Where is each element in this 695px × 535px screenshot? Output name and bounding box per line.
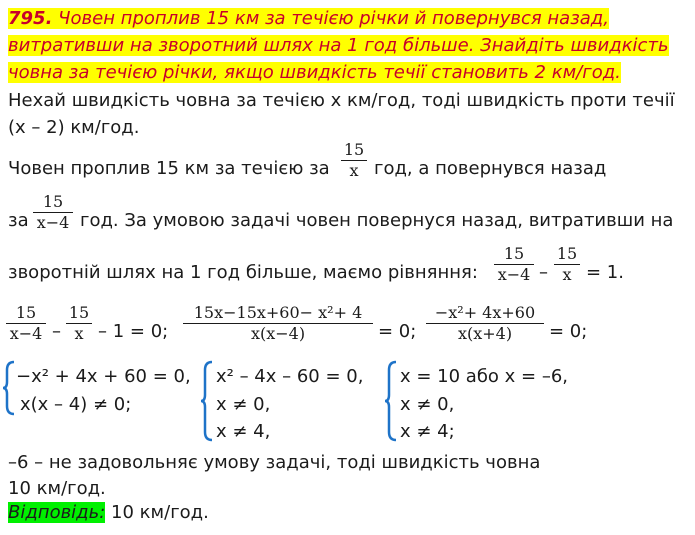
transform-eq-zero-1: = 0; <box>378 321 417 342</box>
conclusion-line-1: –6 – не задовольняє умову задачі, тоді швидкість човна <box>8 452 541 473</box>
system-3-eq-2: х ≠ 0, <box>400 394 455 415</box>
system-brace-2 <box>200 360 214 442</box>
equation-fraction-2: 15 х <box>554 244 580 285</box>
fraction-15-over-x-4: 15 х−4 <box>33 192 73 233</box>
transform-fraction-4: −х²+ 4х+60 х(х+4) <box>426 303 544 344</box>
solution-line-5a: зворотній шлях на 1 год більше, маємо рівняння: <box>8 262 478 283</box>
solution-line-4b: год. За умовою задачі човен повернуся назад, витративши на <box>80 210 674 231</box>
answer-value: 10 км/год. <box>111 502 209 523</box>
system-3-eq-1: х = 10 або х = –6, <box>400 366 569 387</box>
transform-fraction-2: 15 х <box>66 303 92 344</box>
equation-fraction-1: 15 х−4 <box>494 244 534 285</box>
solution-line-4a: за <box>8 210 29 231</box>
transform-fraction-1: 15 х−4 <box>6 303 46 344</box>
problem-line-2: витративши на зворотний шлях на 1 год більше. Знайдіть швидкість <box>8 35 669 56</box>
solution-line-2: (х – 2) км/год. <box>8 117 140 138</box>
solution-line-1: Нехай швидкість човна за течією х км/год, тоді швидкість проти течії <box>8 90 675 111</box>
system-brace-3 <box>384 360 398 442</box>
system-brace-1 <box>2 360 16 416</box>
transform-minus-one: – 1 = 0; <box>98 321 169 342</box>
problem-line-3: човна за течією річки, якщо швидкість течії становить 2 км/год. <box>8 62 621 83</box>
system-1-eq-1: −х² + 4х + 60 = 0, <box>16 366 191 387</box>
equals-one: = 1. <box>586 262 624 283</box>
answer-line <box>8 502 209 524</box>
problem-line-1: 795. Човен проплив 15 км за течією річки й повернувся назад, <box>8 8 609 29</box>
fraction-15-over-x: 15 х <box>341 140 367 181</box>
transform-eq-zero-2: = 0; <box>549 321 588 342</box>
system-2-eq-1: х² – 4х – 60 = 0, <box>216 366 364 387</box>
system-1-eq-2: х(х – 4) ≠ 0; <box>20 394 132 415</box>
answer-label: Відповідь: <box>8 502 106 523</box>
system-3-eq-3: х ≠ 4; <box>400 421 455 442</box>
transform-minus: – <box>52 321 61 342</box>
solution-line-3a: Човен проплив 15 км за течією за <box>8 158 330 179</box>
conclusion-line-2: 10 км/год. <box>8 478 106 499</box>
problem-number: 795. <box>8 8 53 29</box>
transform-fraction-3: 15х−15х+60− х²+ 4 х(х−4) <box>183 303 373 344</box>
solution-line-3b: год, а повернувся назад <box>374 158 607 179</box>
system-2-eq-2: х ≠ 0, <box>216 394 271 415</box>
minus-sign: – <box>539 262 548 283</box>
system-2-eq-3: х ≠ 4, <box>216 421 271 442</box>
